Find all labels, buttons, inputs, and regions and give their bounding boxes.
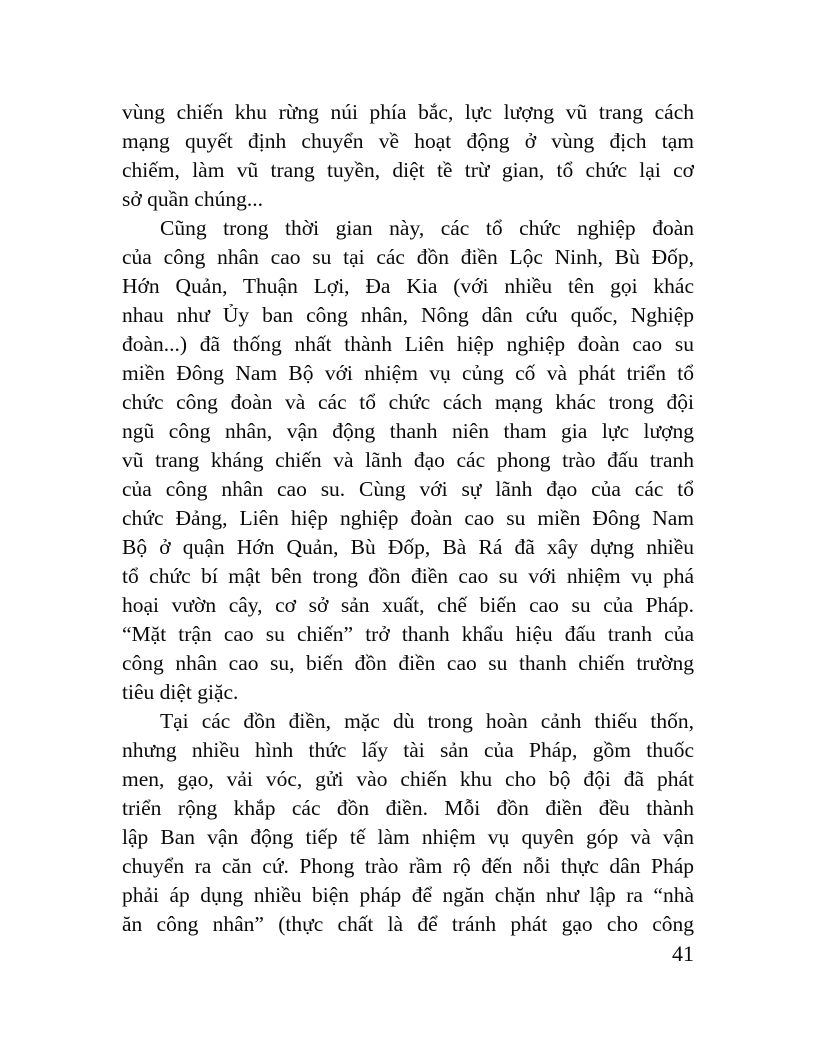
text-line: “Mặt trận cao su chiến” trở thanh khẩu hiệu đấu tranh của: [122, 622, 694, 646]
text-line: miền Đông Nam Bộ với nhiệm vụ củng cố và phát triển tổ: [122, 361, 694, 385]
text-line: triển rộng khắp các đồn điền. Mỗi đồn điền đều thành: [122, 796, 694, 820]
text-line: mạng quyết định chuyển về hoạt động ở vùng địch tạm: [122, 129, 694, 153]
text-line: vũ trang kháng chiến và lãnh đạo các phong trào đấu tranh: [122, 448, 694, 472]
page-number: 41: [672, 941, 694, 966]
text-line: ăn công nhân” (thực chất là để tránh phát gạo cho công: [122, 912, 694, 936]
text-line: lập Ban vận động tiếp tế làm nhiệm vụ quyên góp và vận: [122, 825, 694, 849]
text-line: vùng chiến khu rừng núi phía bắc, lực lượng vũ trang cách: [122, 100, 694, 124]
text-line: chuyển ra căn cứ. Phong trào rầm rộ đến nỗi thực dân Pháp: [122, 854, 694, 878]
text-line: Bộ ở quận Hớn Quản, Bù Đốp, Bà Rá đã xây dựng nhiều: [122, 535, 694, 559]
text-line: của công nhân cao su tại các đồn điền Lộc Ninh, Bù Đốp,: [122, 245, 694, 269]
text-line: Cũng trong thời gian này, các tổ chức nghiệp đoàn: [160, 216, 694, 240]
text-line: nhưng nhiều hình thức lấy tài sản của Pháp, gồm thuốc: [122, 738, 694, 762]
text-line: hoại vườn cây, cơ sở sản xuất, chế biến cao su của Pháp.: [122, 593, 694, 617]
text-line: men, gạo, vải vóc, gửi vào chiến khu cho bộ đội đã phát: [122, 767, 694, 791]
text-line: đoàn...) đã thống nhất thành Liên hiệp nghiệp đoàn cao su: [122, 332, 694, 356]
page-text: [122, 98, 694, 968]
text-line: tổ chức bí mật bên trong đồn điền cao su với nhiệm vụ phá: [122, 564, 694, 588]
text-line: tiêu diệt giặc.: [122, 680, 239, 704]
text-line: Tại các đồn điền, mặc dù trong hoàn cảnh thiếu thốn,: [160, 709, 694, 733]
text-line: chức Đảng, Liên hiệp nghiệp đoàn cao su miền Đông Nam: [122, 506, 694, 530]
text-line: phải áp dụng nhiều biện pháp để ngăn chặn như lập ra “nhà: [122, 883, 694, 907]
text-line: chiếm, làm vũ trang tuyền, diệt tề trừ gian, tổ chức lại cơ: [122, 158, 694, 182]
text-line: của công nhân cao su. Cùng với sự lãnh đạo của các tổ: [122, 477, 694, 501]
text-line: nhau như Ủy ban công nhân, Nông dân cứu quốc, Nghiệp: [122, 303, 694, 327]
text-line: ngũ công nhân, vận động thanh niên tham gia lực lượng: [122, 419, 694, 443]
text-line: công nhân cao su, biến đồn điền cao su thanh chiến trường: [122, 651, 694, 675]
text-line: Hớn Quản, Thuận Lợi, Đa Kia (với nhiều tên gọi khác: [122, 274, 694, 298]
text-line: chức công đoàn và các tổ chức cách mạng khác trong đội: [122, 390, 694, 414]
text-line: sở quần chúng...: [122, 187, 263, 211]
